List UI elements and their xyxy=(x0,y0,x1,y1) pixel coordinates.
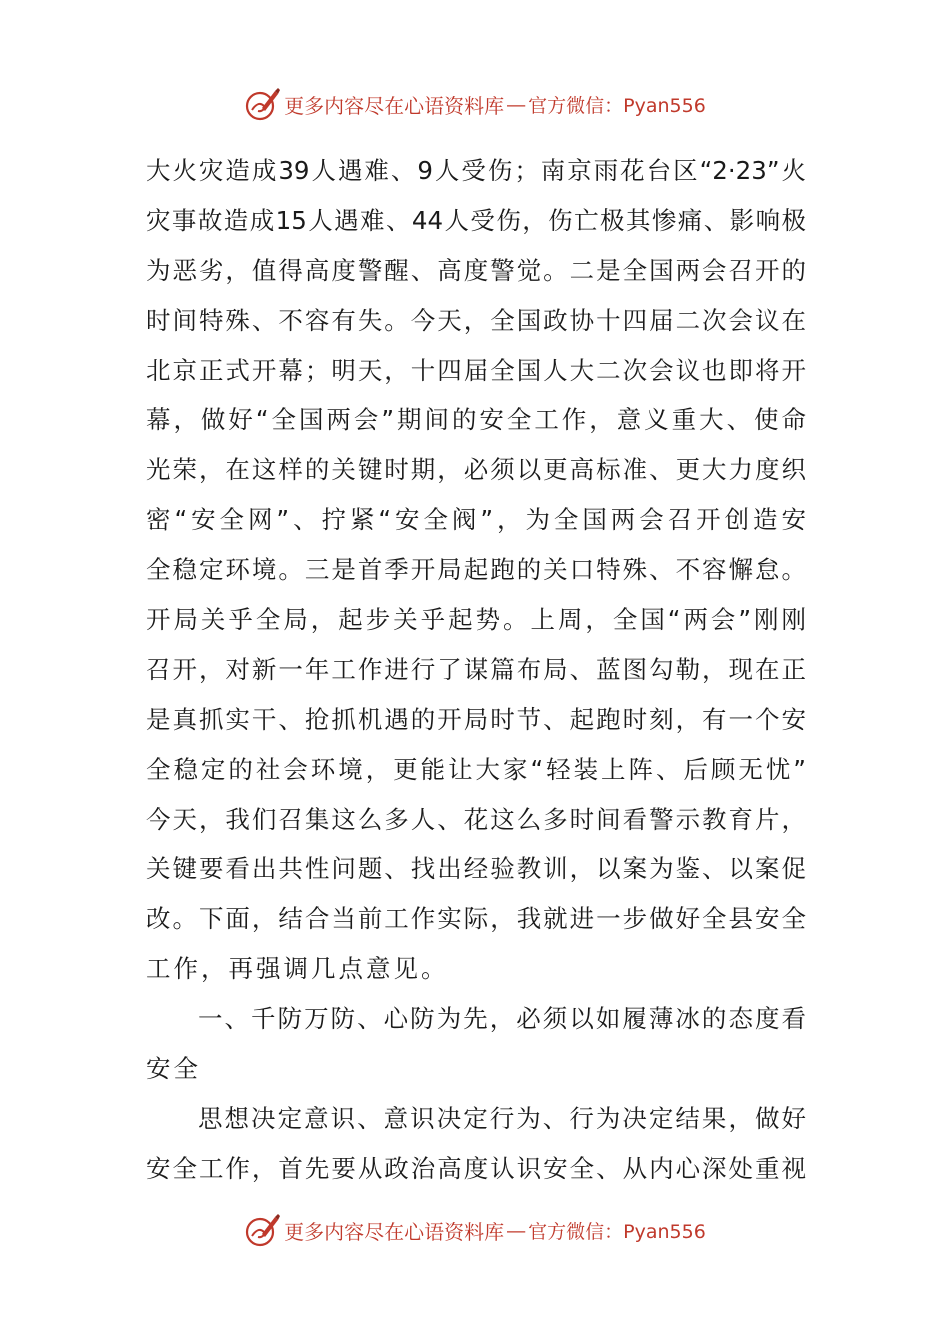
text-line: 是真抓实干、抢抓机遇的开局时节、起跑时刻，有一个安 xyxy=(146,704,806,734)
text-line: 大火灾造成39人遇难、9人受伤；南京雨花台区“2·23”火 xyxy=(146,156,806,185)
banner-site-name: 更多内容尽在心语资料库 xyxy=(284,1219,505,1244)
text-line: 思想决定意识、意识决定行为、行为决定结果，做好 xyxy=(198,1103,806,1133)
text-line: 灾事故造成15人遇难、44人受伤，伤亡极其惨痛、影响极 xyxy=(146,205,806,235)
section-heading-line: 安全 xyxy=(146,1054,201,1084)
banner-site-name: 更多内容尽在心语资料库 xyxy=(284,93,505,118)
banner-separator: — xyxy=(506,92,527,116)
section-heading-line: 一、千防万防、心防为先，必须以如履薄冰的态度看 xyxy=(198,1004,806,1034)
text-line: 工作，再强调几点意见。 xyxy=(146,954,449,984)
document-body xyxy=(146,146,806,1194)
banner-contact: 官方微信：Pyan556 xyxy=(528,1220,706,1243)
text-line: 时间特殊、不容有失。今天，全国政协十四届二次会议在 xyxy=(146,305,806,335)
header-banner xyxy=(0,84,950,124)
text-line: 今天，我们召集这么多人、花这么多时间看警示教育片， xyxy=(146,804,806,834)
text-line: 全稳定环境。三是首季开局起跑的关口特殊、不容懈怠。 xyxy=(146,555,806,585)
text-line: 幕，做好“全国两会”期间的安全工作，意义重大、使命 xyxy=(146,405,806,435)
text-line: 开局关乎全局，起步关乎起势。上周，全国“两会”刚刚 xyxy=(146,605,806,635)
text-line: 关键要看出共性问题、找出经验教训，以案为鉴、以案促 xyxy=(146,854,806,884)
banner-separator: — xyxy=(506,1218,527,1242)
banner-contact: 官方微信：Pyan556 xyxy=(528,94,706,117)
footer-banner xyxy=(0,1210,950,1250)
pen-circle-logo-icon xyxy=(244,86,280,122)
text-line: 密“安全网”、拧紧“安全阀”，为全国两会召开创造安 xyxy=(146,505,806,535)
text-line: 召开，对新一年工作进行了谋篇布局、蓝图勾勒，现在正 xyxy=(146,654,806,684)
pen-circle-logo-icon xyxy=(244,1212,280,1248)
text-line: 为恶劣，值得高度警醒、高度警觉。二是全国两会召开的 xyxy=(146,255,806,285)
text-line: 北京正式开幕；明天，十四届全国人大二次会议也即将开 xyxy=(146,355,806,385)
text-line: 安全工作，首先要从政治高度认识安全、从内心深处重视 xyxy=(146,1153,806,1183)
text-line: 改。下面，结合当前工作实际，我就进一步做好全县安全 xyxy=(146,904,806,934)
text-line: 全稳定的社会环境，更能让大家“轻装上阵、后顾无忧” xyxy=(146,754,806,784)
text-line: 光荣，在这样的关键时期，必须以更高标准、更大力度织 xyxy=(146,455,806,485)
